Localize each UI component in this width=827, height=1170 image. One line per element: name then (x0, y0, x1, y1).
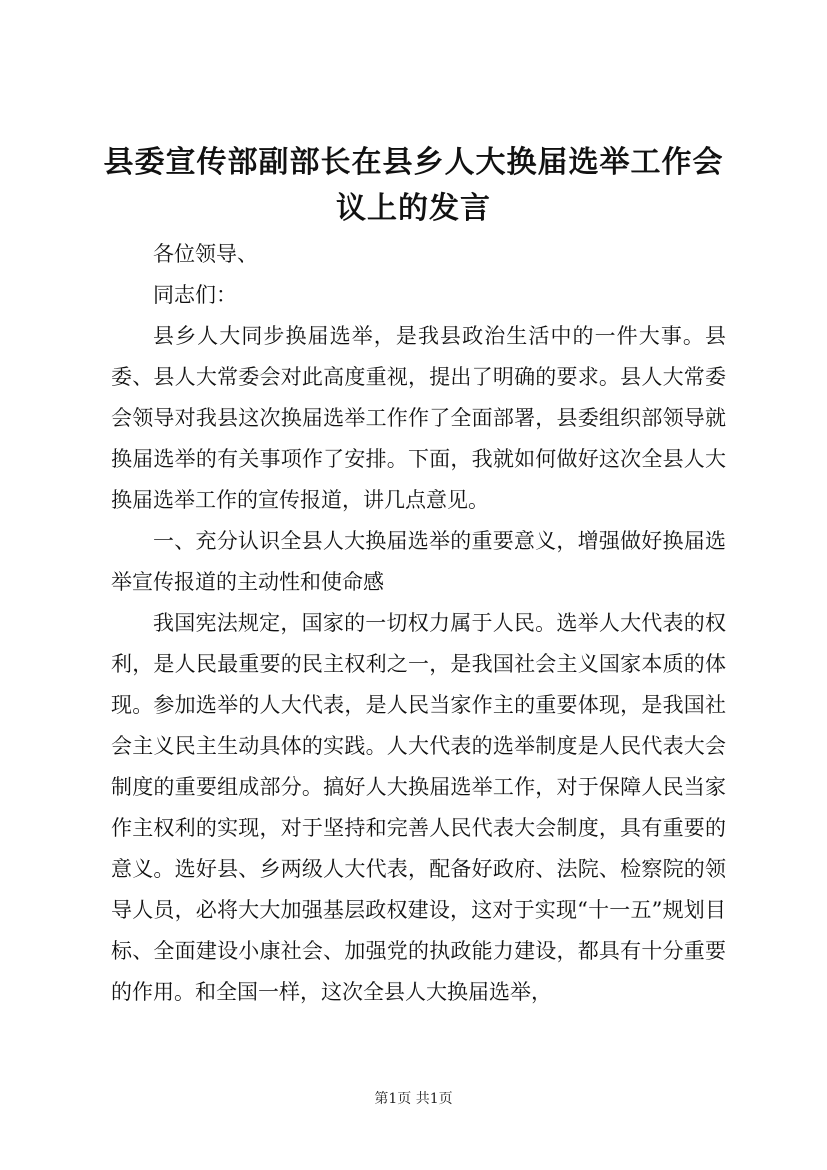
page-footer: 第1页 共1页 (374, 1091, 453, 1107)
section-heading: 一、充分认识全县人大换届选举的重要意义，增强做好换届选举宣传报道的主动性和使命感 (111, 529, 726, 594)
greeting-line: 同志们： (153, 283, 237, 307)
greeting-line: 各位领导、 (153, 242, 258, 266)
document-title: 县委宣传部副部长在县乡人大换届选举工作会议上的发言 (103, 145, 724, 226)
document-body (111, 234, 726, 1013)
body-paragraph: 我国宪法规定，国家的一切权力属于人民。选举人大代表的权利，是人民最重要的民主权利之一，是我国社会主义国家本质的体现。参加选举的人大代表，是人民当家作主的重要体现，是我国社会主义民主生动具体的实践。人大代表的选举制度是人民代表大会制度的重要组成部分。搞好人大换届选举工作，对于保障人民当家作主权利的实现，对于坚持和完善人民代表大会制度，具有重要的意义。选好县、乡两级人大代表，配备好政府、法院、检察院的领导人员，必将大大加强基层政权建设，这对于实现“十一五”规划目标、全面建设小康社会、加强党的执政能力建设，都具有十分重要的作用。和全国一样，这次全县人大换届选举， (111, 611, 726, 1004)
body-paragraph: 县乡人大同步换届选举，是我县政治生活中的一件大事。县委、县人大常委会对此高度重视，提出了明确的要求。县人大常委会领导对我县这次换届选举工作作了全面部署，县委组织部领导就换届选举的有关事项作了安排。下面，我就如何做好这次全县人大换届选举工作的宣传报道，讲几点意见。 (111, 324, 726, 512)
